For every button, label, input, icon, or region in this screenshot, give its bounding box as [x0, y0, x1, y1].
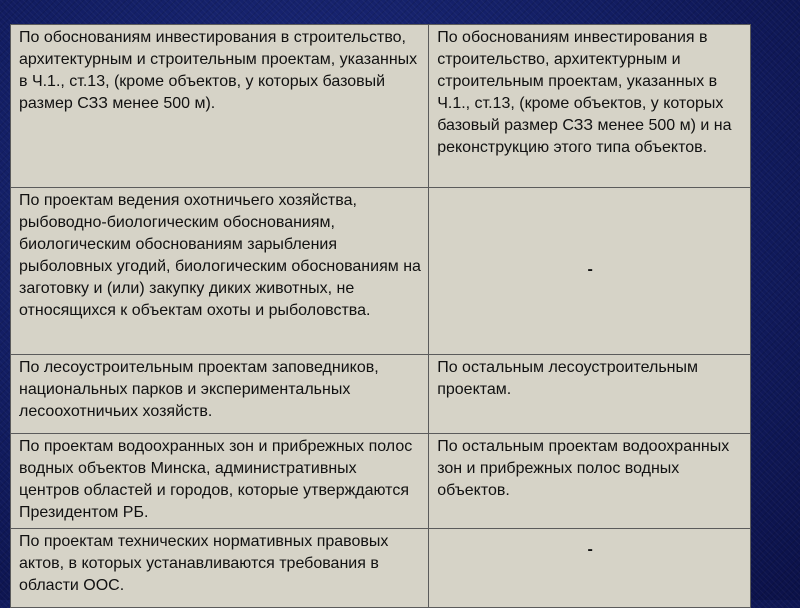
table-cell-left: [11, 434, 429, 529]
empty-dash: -: [587, 541, 593, 558]
table-cell-right: [429, 529, 751, 608]
cell-text: По остальным проектам водоохранных зон и прибрежных полос водных объектов.: [437, 438, 730, 499]
table-cell-right: [429, 25, 751, 188]
table-row: [11, 188, 751, 355]
table-row: [11, 434, 751, 529]
empty-dash: -: [587, 261, 593, 278]
table-row: [11, 529, 751, 608]
cell-text: По обоснованиям инвестирования в строительство, архитектурным и строительным проектам, указанных в Ч.1., ст.13, (кроме объектов, у которых базовый размер СЗЗ менее 500 м).: [19, 29, 418, 112]
cell-text: По лесоустроительным проектам заповедников, национальных парков и экспериментальных лесоохотничьих хозяйств.: [19, 359, 379, 420]
comparison-table: [10, 24, 751, 608]
table-cell-left: [11, 529, 429, 608]
table-cell-right: [429, 188, 751, 355]
table-cell-right: [429, 355, 751, 434]
cell-text: По проектам технических нормативных правовых актов, в которых устанавливаются требования в области ООС.: [19, 533, 389, 594]
table-row: [11, 25, 751, 188]
table-row: [11, 355, 751, 434]
table-cell-right: [429, 434, 751, 529]
table-cell-left: [11, 355, 429, 434]
cell-text: По остальным лесоустроительным проектам.: [437, 359, 698, 398]
cell-text: По проектам ведения охотничьего хозяйства, рыбоводно-биологическим обоснованиям, биологическим обоснованиям зарыбления рыболовных угодий, биологическим обоснованиям на заготовку и (или) закупку диких животных, не относящихся к объектам охоты и рыболовства.: [19, 192, 421, 319]
table-cell-left: [11, 25, 429, 188]
cell-text: По проектам водоохранных зон и прибрежных полос водных объектов Минска, административных центров областей и городов, которые утверждаются Президентом РБ.: [19, 438, 413, 521]
table-cell-left: [11, 188, 429, 355]
cell-text: По обоснованиям инвестирования в строительство, архитектурным и строительным проектам, указанных в Ч.1., ст.13, (кроме объектов, у которых базовый размер СЗЗ менее 500 м) и на реконструкцию этого типа объектов.: [437, 29, 732, 156]
